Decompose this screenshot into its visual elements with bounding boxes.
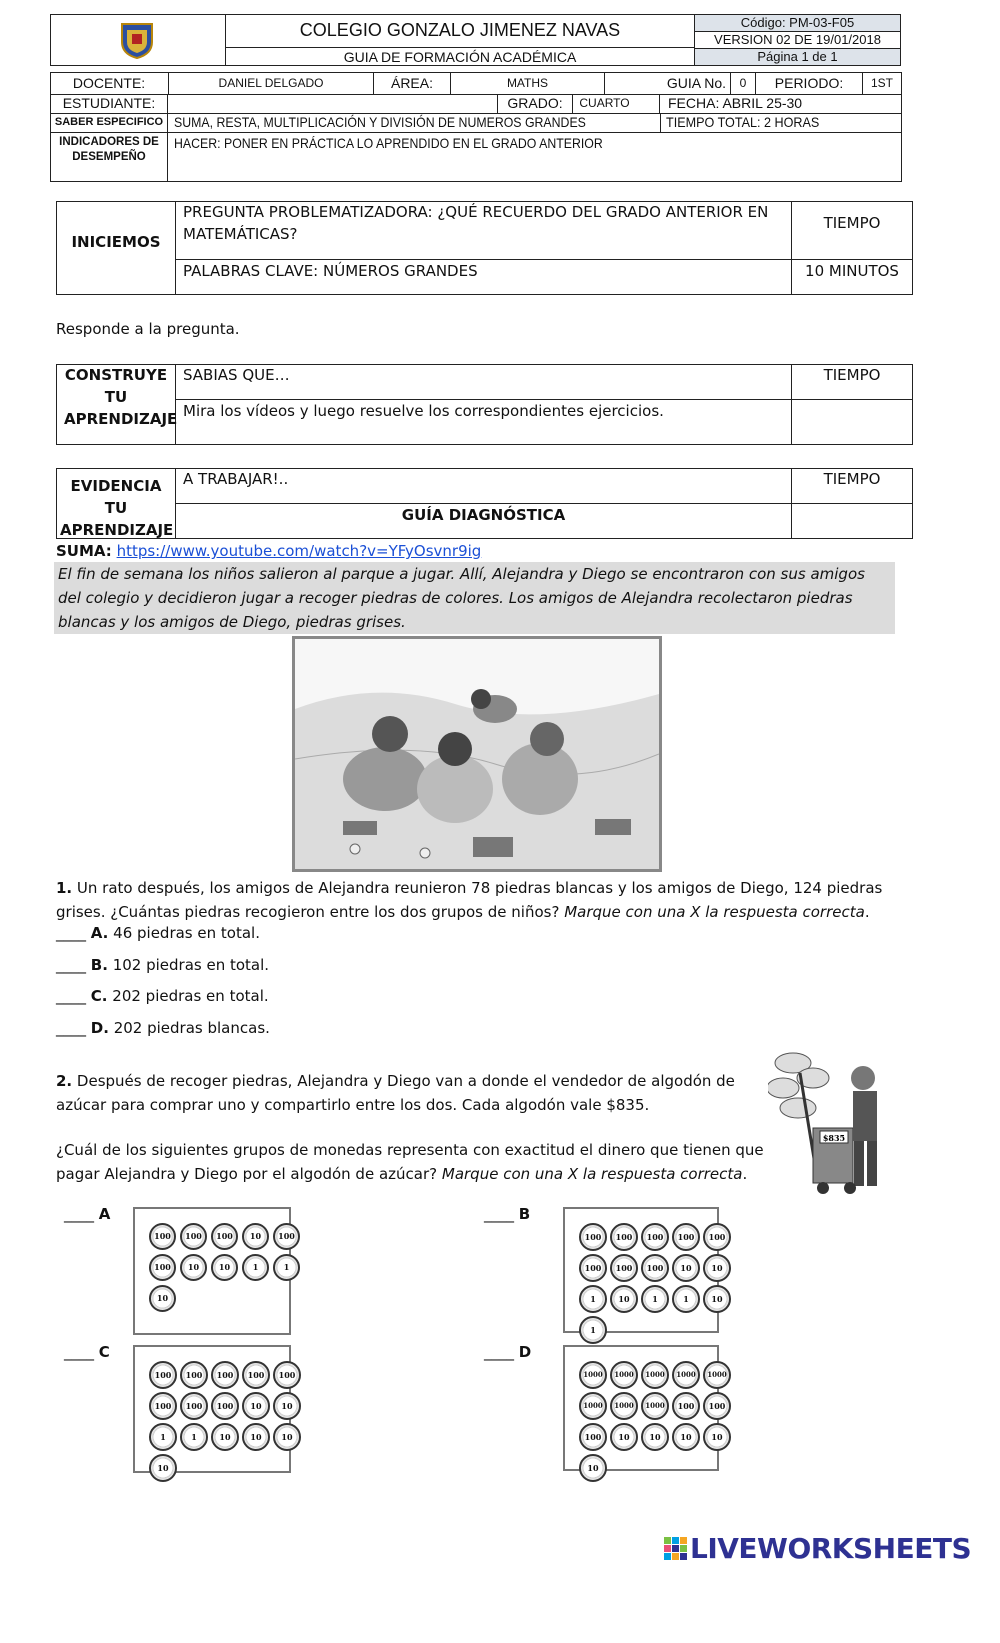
- coin: 100: [672, 1223, 700, 1251]
- school-name: COLEGIO GONZALO JIMENEZ NAVAS: [299, 20, 621, 40]
- q1-option-d[interactable]: ____ D. 202 piedras blancas.: [56, 1019, 270, 1037]
- suma-video-link[interactable]: https://www.youtube.com/watch?v=YFyOsvnr9ig: [116, 542, 482, 560]
- responde-instruction: Responde a la pregunta.: [56, 320, 240, 338]
- grado-label: GRADO:: [507, 95, 563, 111]
- price-tag: $835: [822, 1133, 846, 1143]
- coin: 1: [579, 1316, 607, 1344]
- coin: 100: [703, 1392, 731, 1420]
- estudiante-label: ESTUDIANTE:: [62, 95, 156, 111]
- periodo-value: 1ST: [870, 76, 893, 90]
- coin: 100: [180, 1361, 208, 1389]
- coin: 100: [703, 1223, 731, 1251]
- coin: 10: [672, 1423, 700, 1451]
- docente-label: DOCENTE:: [72, 75, 146, 91]
- coin: 100: [273, 1223, 300, 1250]
- q2-option-d-coins[interactable]: [563, 1345, 727, 1473]
- coin: 100: [149, 1254, 176, 1281]
- coin: 100: [149, 1223, 176, 1250]
- q2-question: ¿Cuál de los siguientes grupos de monedas representa con exactitud el dinero que tienen que pagar Alejandra y Diego por el algodón de azúcar? Marque con una X la respuesta correcta.: [56, 1141, 764, 1183]
- q2-option-b-label[interactable]: ____ B: [484, 1205, 531, 1223]
- q2-option-d-label[interactable]: ____ D: [484, 1343, 532, 1361]
- coin: 1: [273, 1254, 300, 1281]
- coin: 100: [149, 1392, 177, 1420]
- coin: 10: [579, 1454, 607, 1482]
- coin: 10: [641, 1423, 669, 1451]
- coin: 100: [211, 1361, 239, 1389]
- docente-value: DANIEL DELGADO: [218, 76, 324, 90]
- construye-text: Mira los vídeos y luego resuelve los correspondientes ejercicios.: [183, 402, 664, 420]
- coin: 10: [610, 1423, 638, 1451]
- doc-code: Código: PM-03-F05: [740, 15, 855, 30]
- q2-option-c-label[interactable]: ____ C: [64, 1343, 110, 1361]
- coin: 1: [579, 1285, 607, 1313]
- guia-label: GUIA No.: [666, 75, 726, 91]
- coin: 100: [610, 1223, 638, 1251]
- suma-story: El fin de semana los niños salieron al parque a jugar. Allí, Alejandra y Diego se encontraron con sus amigos del colegio y decidieron jugar a recoger piedras de colores. Los amigos de Alejandra recolectaron piedras blancas y los amigos de Diego, piedras grises.: [54, 562, 895, 634]
- coin: 100: [610, 1254, 638, 1282]
- coin: 100: [579, 1423, 607, 1451]
- coin: 100: [242, 1361, 270, 1389]
- coin: 10: [703, 1285, 731, 1313]
- coin: 10: [242, 1223, 269, 1250]
- iniciemos-keywords: PALABRAS CLAVE: NÚMEROS GRANDES: [183, 262, 478, 280]
- coin: 100: [211, 1223, 238, 1250]
- iniciemos-tiempo: TIEMPO: [823, 214, 881, 232]
- coin: 1000: [641, 1361, 669, 1389]
- coin: 10: [610, 1285, 638, 1313]
- coin: 1000: [579, 1361, 607, 1389]
- coin: 10: [242, 1423, 270, 1451]
- coin: 1000: [610, 1392, 638, 1420]
- coin: 100: [579, 1223, 607, 1251]
- cotton-candy-vendor-illustration: [768, 1043, 898, 1198]
- suma-label: SUMA:: [56, 542, 112, 560]
- liveworksheets-brand[interactable]: LIVEWORKSHEETS: [690, 1532, 972, 1565]
- indicadores-label: INDICADORES DE DESEMPEÑO: [59, 136, 159, 163]
- indicadores-value: HACER: PONER EN PRÁCTICA LO APRENDIDO EN EL GRADO ANTERIOR: [174, 135, 603, 151]
- coin: 10: [149, 1454, 177, 1482]
- coin: 10: [273, 1423, 301, 1451]
- doc-page: Página 1 de 1: [757, 49, 838, 64]
- q2-option-c-coins[interactable]: [133, 1345, 296, 1473]
- coin: 1: [641, 1285, 669, 1313]
- coin: 1000: [703, 1361, 731, 1389]
- periodo-label: PERIODO:: [774, 75, 844, 91]
- evidencia-title: A TRABAJAR!..: [183, 470, 289, 488]
- coin: 100: [672, 1392, 700, 1420]
- iniciemos-question: PREGUNTA PROBLEMATIZADORA: ¿QUÉ RECUERDO DEL GRADO ANTERIOR EN MATEMÁTICAS?: [183, 203, 769, 243]
- saber-value: SUMA, RESTA, MULTIPLICACIÓN Y DIVISIÓN DE NUMEROS GRANDES: [174, 114, 586, 130]
- coin: 10: [149, 1285, 176, 1312]
- q2-option-a-coins[interactable]: [133, 1207, 295, 1335]
- suma-line: [56, 539, 481, 563]
- iniciemos-label: INICIEMOS: [71, 233, 161, 251]
- school-crest-icon: [118, 20, 156, 60]
- coin: 100: [273, 1361, 301, 1389]
- coin: 100: [579, 1254, 607, 1282]
- coin: 100: [180, 1392, 208, 1420]
- guia-value: 0: [739, 76, 747, 90]
- evidencia-tiempo: TIEMPO: [823, 470, 881, 488]
- construye-title: SABIAS QUE…: [183, 366, 290, 384]
- q1-option-c[interactable]: ____ C. 202 piedras en total.: [56, 987, 269, 1005]
- tiempo-total: TIEMPO TOTAL: 2 HORAS: [666, 114, 820, 130]
- coin: 10: [242, 1392, 270, 1420]
- q1-option-b[interactable]: ____ B. 102 piedras en total.: [56, 956, 270, 974]
- coin: 10: [211, 1423, 239, 1451]
- coin: 10: [672, 1254, 700, 1282]
- coin: 1000: [579, 1392, 607, 1420]
- area-label: ÁREA:: [390, 75, 433, 91]
- q1-option-a[interactable]: ____ A. 46 piedras en total.: [56, 924, 260, 942]
- construye-label: CONSTRUYE TU APRENDIZAJE: [64, 366, 178, 428]
- doc-version: VERSION 02 DE 19/01/2018: [714, 32, 881, 47]
- q2-text: 2. Después de recoger piedras, Alejandra y Diego van a donde el vendedor de algodón de azúcar para comprar uno y compartirlo entre los dos. Cada algodón vale $835.: [56, 1072, 735, 1114]
- coin: 1: [242, 1254, 269, 1281]
- grado-value: CUARTO: [579, 96, 630, 110]
- coin: 10: [703, 1423, 731, 1451]
- fecha-value: FECHA: ABRIL 25-30: [668, 95, 803, 111]
- liveworksheets-logo-icon: [664, 1537, 688, 1561]
- evidencia-subtitle: GUÍA DIAGNÓSTICA: [401, 506, 566, 524]
- construye-tiempo: TIEMPO: [823, 366, 881, 384]
- q2-option-a-label[interactable]: ____ A: [64, 1205, 111, 1223]
- coin: 100: [211, 1392, 239, 1420]
- evidencia-label: EVIDENCIA TU APRENDIZAJE: [60, 477, 174, 539]
- coin: 10: [703, 1254, 731, 1282]
- saber-label: SABER ESPECIFICO: [54, 116, 164, 128]
- guide-type: GUIA DE FORMACIÓN ACADÉMICA: [343, 49, 577, 65]
- coin: 1: [180, 1423, 208, 1451]
- coin: 10: [180, 1254, 207, 1281]
- coin: 1: [672, 1285, 700, 1313]
- q2-option-b-coins[interactable]: [563, 1207, 726, 1335]
- q1-text: 1. Un rato después, los amigos de Alejandra reunieron 78 piedras blancas y los amigos de Diego, 124 piedras grises. ¿Cuántas piedras recogieron entre los dos grupos de niños? Marque con una X la respuesta correcta.: [56, 879, 883, 921]
- iniciemos-duration: 10 MINUTOS: [805, 262, 899, 280]
- coin: 100: [641, 1254, 669, 1282]
- coin: 1000: [672, 1361, 700, 1389]
- coin: 1000: [610, 1361, 638, 1389]
- coin: 1000: [641, 1392, 669, 1420]
- coin: 100: [180, 1223, 207, 1250]
- coin: 100: [641, 1223, 669, 1251]
- coin: 1: [149, 1423, 177, 1451]
- coin: 10: [273, 1392, 301, 1420]
- coin: 100: [149, 1361, 177, 1389]
- coin: 10: [211, 1254, 238, 1281]
- children-collecting-stones-illustration: [292, 636, 662, 872]
- area-value: MATHS: [506, 76, 549, 90]
